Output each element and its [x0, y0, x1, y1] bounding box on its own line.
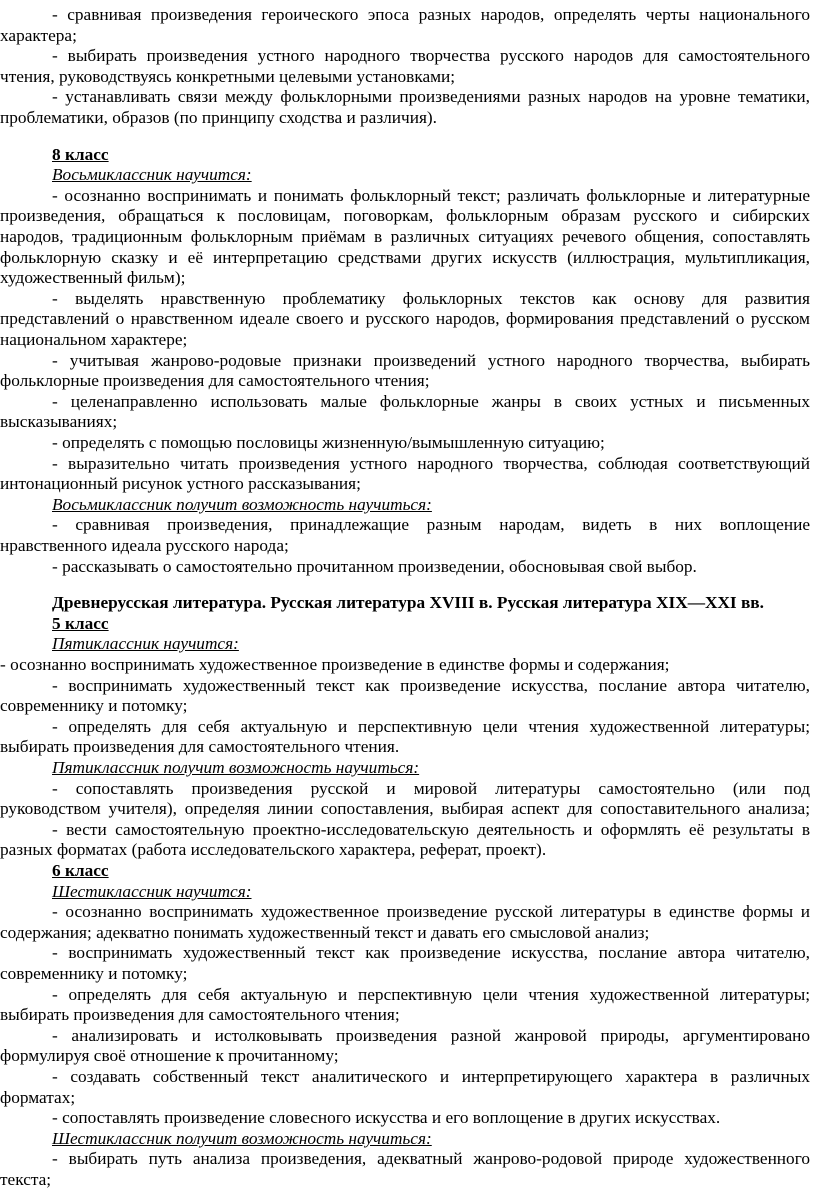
text-line-content: - выделять нравственную проблематику фольклорных текстов как основу для развития: [52, 289, 810, 308]
text-line-content: Пятиклассник научится:: [52, 634, 239, 653]
text-line-content: - осознанно воспринимать художественное произведение русской литературы в единстве формы и: [52, 902, 810, 921]
text-line-content: произведения, обращаться к пословицам, поговоркам, фольклорным образам русского и сибирских: [0, 206, 810, 225]
text-line-content: - определять для себя актуальную и перспективную цели чтения художественной литературы;: [52, 985, 810, 1004]
text-line-content: 5 класс: [52, 614, 109, 633]
text-line-content: - рассказывать о самостоятельно прочитанном произведении, обосновывая свой выбор.: [52, 557, 697, 576]
text-line-content: - сравнивая произведения, принадлежащие разным народам, видеть в них воплощение: [52, 515, 810, 534]
text-line-content: 8 класс: [52, 145, 109, 164]
text-line-content: чтения, руководствуясь конкретными целевыми установками;: [0, 67, 456, 86]
text-line-content: - устанавливать связи между фольклорными произведениями разных народов на уровне тематики,: [52, 87, 810, 106]
text-line-content: форматах;: [0, 1088, 76, 1107]
text-line-content: содержания; адекватно понимать художественный текст и давать его смысловой анализ;: [0, 923, 650, 942]
text-line-content: фольклорные произведения для самостоятельного чтения;: [0, 371, 430, 390]
text-line-content: национальном характере;: [0, 330, 188, 349]
text-line-content: - создавать собственный текст аналитического и интерпретирующего характера в различных: [52, 1067, 810, 1086]
text-line-content: - выбирать произведения устного народного творчества русского народов для самостоятельного: [52, 46, 810, 65]
text-line-content: высказываниях;: [0, 412, 118, 431]
text-line-content: - сопоставлять произведение словесного искусства и его воплощение в других искусствах.: [52, 1108, 721, 1127]
text-line: [0, 556, 816, 580]
text-line-content: 6 класс: [52, 861, 109, 880]
text-line-content: выбирать произведения для самостоятельного чтения;: [0, 1005, 400, 1024]
text-line-content: Древнерусская литература. Русская литература XVIII в. Русская литература XIX—XXI вв.: [52, 593, 764, 612]
text-line-content: - вести самостоятельную проектно-исследовательскую деятельность и оформлять её результаты в: [52, 820, 810, 839]
text-line-content: народов, традиционным фольклорным приёмам в различных ситуациях речевого общения, сопоставлять: [0, 227, 810, 246]
text-line-content: - учитывая жанрово-родовые признаки произведений устного народного творчества, выбирать: [52, 351, 810, 370]
text-line: [0, 107, 816, 131]
text-line-content: - сопоставлять произведения русской и мировой литературы самостоятельно (или под: [52, 779, 810, 798]
text-line-content: - целенаправленно использовать малые фольклорные жанры в своих устных и письменных: [52, 392, 810, 411]
text-line-content: Шестиклассник научится:: [52, 882, 252, 901]
text-line-content: Восьмиклассник получит возможность научиться:: [52, 495, 432, 514]
text-line-content: Восьмиклассник научится:: [52, 165, 252, 184]
text-line-content: современнику и потомку;: [0, 964, 188, 983]
text-line-content: - осознанно воспринимать и понимать фольклорный текст; различать фольклорные и литературные: [52, 186, 810, 205]
text-line-content: - определять с помощью пословицы жизненную/вымышленную ситуацию;: [52, 433, 605, 452]
text-line-content: современнику и потомку;: [0, 696, 188, 715]
text-line-content: - сравнивая произведения героического эпоса разных народов, определять черты национального: [52, 5, 810, 24]
text-line-content: разных форматах (работа исследовательского характера, реферат, проект).: [0, 840, 547, 859]
text-line: [0, 1169, 816, 1193]
text-line-content: текста;: [0, 1170, 52, 1189]
text-line-content: - осознанно воспринимать художественное произведение в единстве формы и содержания;: [0, 655, 670, 674]
text-line-content: интонационный рисунок устного рассказывания;: [0, 474, 361, 493]
text-line-content: Шестиклассник получит возможность научиться:: [52, 1129, 432, 1148]
text-line-content: характера;: [0, 26, 77, 45]
text-line-content: - выразительно читать произведения устного народного творчества, соблюдая соответствующий: [52, 454, 810, 473]
text-line-content: - воспринимать художественный текст как произведение искусства, послание автора читателю,: [52, 943, 810, 962]
text-line-content: руководством учителя), определяя линии сопоставления, выбирая аспект для сопоставительного анализа;: [0, 799, 810, 818]
text-line-content: Пятиклассник получит возможность научиться:: [52, 758, 420, 777]
text-line-content: - анализировать и истолковывать произведения разной жанровой природы, аргументировано: [52, 1026, 810, 1045]
text-line-content: - воспринимать художественный текст как произведение искусства, послание автора читателю,: [52, 676, 810, 695]
text-line-content: - выбирать путь анализа произведения, адекватный жанрово-родовой природе художественного: [52, 1149, 810, 1168]
text-line-content: формулируя своё отношение к прочитанному;: [0, 1046, 339, 1065]
text-line-content: художественный фильм);: [0, 268, 186, 287]
text-line-content: - определять для себя актуальную и перспективную цели чтения художественной литературы;: [52, 717, 810, 736]
text-line-content: выбирать произведения для самостоятельного чтения.: [0, 737, 400, 756]
text-line-content: нравственного идеала русского народа;: [0, 536, 289, 555]
text-line-content: представлений о нравственном идеале своего и русского народов, формирования представлений о русском: [0, 309, 810, 328]
text-line-content: фольклорную сказку и её интерпретацию средствами других искусств (иллюстрация, мультипликация,: [0, 248, 810, 267]
text-line-content: проблематики, образов (по принципу сходства и различия).: [0, 108, 437, 127]
